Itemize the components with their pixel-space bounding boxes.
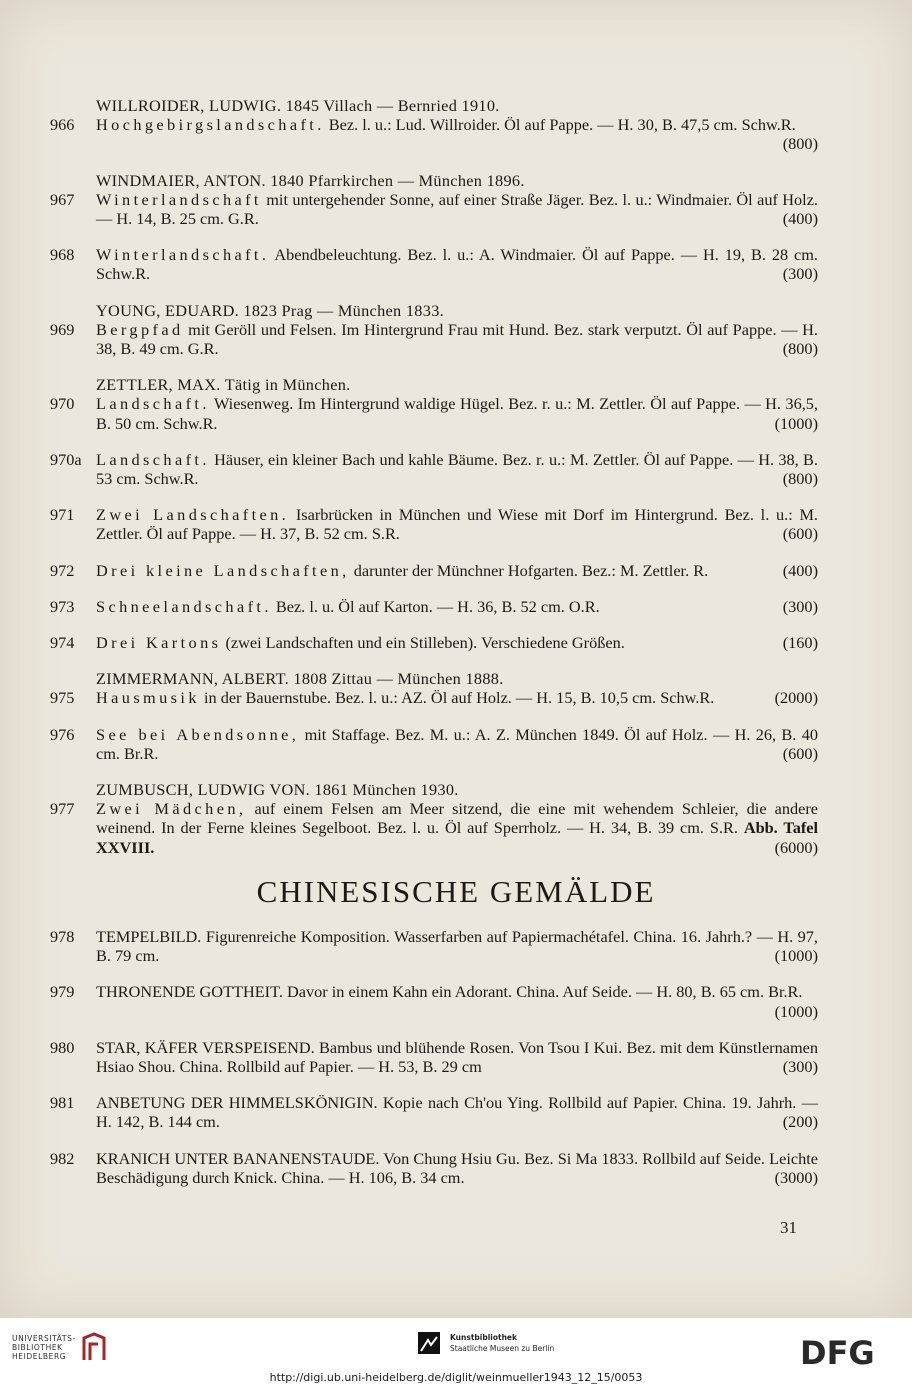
lot-description: [96, 561, 818, 580]
lot-title: Landschaft.: [96, 394, 210, 414]
section-german-paintings: [50, 96, 818, 874]
lot-description: [96, 725, 818, 763]
lot-description: [96, 320, 818, 358]
lot-description: [96, 597, 818, 616]
lot-description: [96, 394, 818, 432]
lot-entry: [50, 1093, 818, 1131]
page-number: 31: [780, 1218, 797, 1237]
logo-line: BIBLIOTHEK: [12, 1342, 63, 1352]
lot-price: (1000): [774, 946, 818, 966]
lot-number: 975: [50, 688, 75, 708]
lot-number: 966: [50, 115, 75, 135]
lot-entry: [50, 505, 818, 543]
artist-heading: ZIMMERMANN, ALBERT. 1808 Zittau — München 1888.: [96, 669, 504, 689]
lot-title: Schneelandschaft.: [96, 596, 272, 616]
lot-number: 968: [50, 245, 75, 265]
plate-reference: Abb. Tafel XXVIII.: [96, 818, 819, 857]
artist-heading: WILLROIDER, LUDWIG. 1845 Villach — Bernried 1910.: [96, 96, 500, 115]
lot-entry: [50, 725, 818, 763]
lot-description: [96, 505, 818, 543]
lot-text: Bez. l. u. Öl auf Karton. — H. 36, B. 52 cm. O.R.: [275, 596, 600, 616]
lot-title: Zwei Landschaften.: [96, 505, 290, 525]
artist-heading: YOUNG, EDUARD. 1823 Prag — München 1833.: [96, 300, 444, 320]
lot-title: Landschaft.: [96, 449, 210, 469]
lot-price: (400): [782, 209, 818, 229]
lot-description: [96, 115, 818, 153]
logo-line: UNIVERSITÄTS-: [12, 1333, 76, 1343]
lot-entry: [50, 1038, 818, 1076]
lot-title: Winterlandschaft: [96, 189, 262, 209]
lot-description: [96, 688, 818, 707]
kb-title: Kunstbibliothek: [450, 1333, 518, 1342]
lot-price: (300): [782, 264, 818, 284]
lot-number: 982: [50, 1148, 75, 1168]
lot-number: 967: [50, 189, 75, 209]
lot-price: (1000): [774, 1001, 818, 1021]
lot-entry: [50, 450, 818, 488]
lot-number: 970a: [50, 449, 82, 469]
lot-text: TEMPELBILD. Figurenreiche Komposition. Wasserfarben auf Papiermachétafel. China. 16. Jahrh.? — H. 97, B. 79 cm.: [96, 927, 818, 966]
logo-line: HEIDELBERG: [12, 1351, 67, 1361]
university-library-logo[interactable]: [12, 1332, 108, 1362]
lot-text: in der Bauernstube. Bez. l. u.: AZ. Öl auf Holz. — H. 15, B. 10,5 cm. Schw.R.: [203, 688, 715, 708]
lot-title: Bergpfad: [96, 319, 184, 339]
lot-text: Abendbeleuchtung. Bez. l. u.: A. Windmaier. Öl auf Pappe. — H. 19, B. 28 cm. Schw.R.: [96, 245, 818, 284]
kunstbibliothek-name: [450, 1332, 554, 1354]
lot-description: [96, 927, 818, 965]
lot-price: (3000): [774, 1167, 818, 1187]
artist-heading: ZETTLER, MAX. Tätig in München.: [96, 375, 351, 395]
dfg-text: DFG: [800, 1336, 875, 1368]
lot-price: (800): [782, 339, 818, 359]
lot-number: 974: [50, 633, 75, 653]
lot-entry: [50, 597, 818, 616]
lot-number: 971: [50, 505, 75, 525]
lot-text: THRONENDE GOTTHEIT. Davor in einem Kahn ein Adorant. China. Auf Seide. — H. 80, B. 65 cm. Br.R.: [96, 982, 803, 1002]
lot-text: (zwei Landschaften und ein Stilleben). Verschiedene Größen.: [225, 633, 625, 653]
lot-number: 969: [50, 319, 75, 339]
lot-price: (800): [782, 469, 818, 489]
lot-number: 980: [50, 1037, 75, 1057]
lot-entry: [50, 633, 818, 652]
lot-text: ANBETUNG DER HIMMELSKÖNIGIN. Kopie nach Ch'ou Ying. Rollbild auf Papier. China. 19. Jahrh. — H. 142, B. 144 cm.: [96, 1093, 818, 1132]
lot-title: Drei Kartons: [96, 633, 222, 653]
lot-description: [96, 1093, 818, 1131]
lot-title: See bei Abendsonne,: [96, 724, 300, 744]
lot-entry: [50, 394, 818, 432]
lot-text: mit Geröll und Felsen. Im Hintergrund Frau mit Hund. Bez. stark verputzt. Öl auf Pappe. — H. 38, B. 49 cm. G.R.: [96, 319, 818, 359]
university-library-name: [12, 1334, 76, 1361]
lot-price: (2000): [774, 688, 818, 708]
lot-price: (400): [782, 560, 818, 580]
lot-number: 973: [50, 596, 75, 616]
lot-number: 981: [50, 1093, 75, 1113]
lot-number: 978: [50, 927, 75, 946]
lot-price: (300): [782, 1057, 818, 1077]
lot-entry: [50, 1149, 818, 1187]
lot-text: mit untergehender Sonne, auf einer Straße Jäger. Bez. l. u.: Windmaier. Öl auf Holz. — H. 14, B. 25 cm. G.R.: [96, 189, 818, 229]
lot-entry: [50, 320, 818, 358]
lot-text: Wiesenweg. Im Hintergrund waldige Hügel. Bez. r. u.: M. Zettler. Öl auf Pappe. — H. 36,5, B. 50 cm. Schw.R.: [96, 394, 818, 433]
lot-entry: [50, 688, 818, 707]
lot-price: (200): [782, 1112, 818, 1132]
lot-title: Drei kleine Landschaften,: [96, 560, 350, 580]
kunstbibliothek-logo[interactable]: [418, 1332, 554, 1354]
lot-price: (600): [782, 524, 818, 544]
lot-entry: [50, 115, 818, 153]
lot-price: (1000): [774, 413, 818, 433]
lot-text: STAR, KÄFER VERSPEISEND. Bambus und blühende Rosen. Von Tsou I Kui. Bez. mit dem Künstlernamen Hsiao Shou. China. Rollbild auf Papier. — H. 53, B. 29 cm: [96, 1037, 818, 1077]
lot-text: auf einem Felsen am Meer sitzend, die eine mit wehendem Schleier, die andere weinend. In der Ferne kleines Segelboot. Bez. l. u. Öl auf Sperrholz. — H. 34, B. 39 cm. S.R.: [96, 799, 818, 838]
lot-text: Häuser, ein kleiner Bach und kahle Bäume. Bez. r. u.: M. Zettler. Öl auf Pappe. — H. 38, B. 53 cm. Schw.R.: [96, 449, 818, 489]
dfg-logo[interactable]: [800, 1336, 900, 1372]
lot-price: (600): [782, 743, 818, 763]
lot-text: Bez. l. u.: Lud. Willroider. Öl auf Pappe. — H. 30, B. 47,5 cm. Schw.R.: [328, 115, 796, 135]
lot-description: [96, 633, 818, 652]
university-emblem-icon: [80, 1332, 108, 1362]
lot-price: (300): [782, 596, 818, 616]
lot-text: Isarbrücken in München und Wiese mit Dorf im Hintergrund. Bez. l. u.: M. Zettler. Öl auf Pappe. — H. 37, B. 52 cm. S.R.: [96, 505, 819, 544]
page-url[interactable]: http://digi.ub.uni-heidelberg.de/diglit/weinmueller1943_12_15/0053: [269, 1371, 643, 1384]
artist-heading: ZUMBUSCH, LUDWIG VON. 1861 München 1930.: [96, 780, 459, 800]
artist-heading: WINDMAIER, ANTON. 1840 Pfarrkirchen — München 1896.: [96, 170, 525, 190]
lot-entry: [50, 799, 818, 857]
lot-description: [96, 799, 818, 857]
lot-title: Zwei Mädchen,: [96, 799, 247, 819]
lot-price: (800): [782, 134, 818, 154]
lot-description: [96, 245, 818, 283]
lot-text: mit Staffage. Bez. M. u.: A. Z. München 1849. Öl auf Holz. — H. 26, B. 40 cm. Br.R.: [96, 724, 818, 763]
lot-number: 979: [50, 982, 75, 1002]
section-heading: CHINESISCHE GEMÄLDE: [256, 874, 656, 909]
lot-title: Hochgebirgslandschaft.: [96, 115, 325, 135]
lot-description: [96, 1038, 818, 1076]
lot-title: Winterlandschaft.: [96, 245, 270, 265]
lot-entry: [50, 982, 818, 1020]
lot-entry: [50, 190, 818, 228]
lot-number: 970: [50, 394, 75, 414]
lot-text: darunter der Münchner Hofgarten. Bez.: M. Zettler. R.: [353, 560, 709, 580]
lot-number: 972: [50, 560, 75, 580]
lot-price: (6000): [774, 837, 818, 857]
lot-entry: [50, 245, 818, 283]
lot-description: [96, 450, 818, 488]
kb-subtitle: Staatliche Museen zu Berlin: [450, 1344, 555, 1353]
section-chinese-paintings: [50, 927, 818, 1204]
lot-number: 977: [50, 799, 75, 819]
lot-price: (160): [782, 633, 818, 653]
kunstbibliothek-icon: [418, 1332, 440, 1354]
dfg-logo-graphic: [800, 1336, 900, 1368]
lot-description: [96, 190, 818, 228]
lot-text: KRANICH UNTER BANANENSTAUDE. Von Chung Hsiu Gu. Bez. Si Ma 1833. Rollbild auf Seide. Leichte Beschädigung durch Knick. China. — H. 106, B. 34 cm.: [96, 1148, 818, 1187]
lot-entry: [50, 561, 818, 580]
lot-title: Hausmusik: [96, 688, 200, 708]
lot-description: [96, 982, 818, 1020]
lot-number: 976: [50, 724, 75, 744]
lot-description: [96, 1149, 818, 1187]
lot-entry: [50, 927, 818, 965]
